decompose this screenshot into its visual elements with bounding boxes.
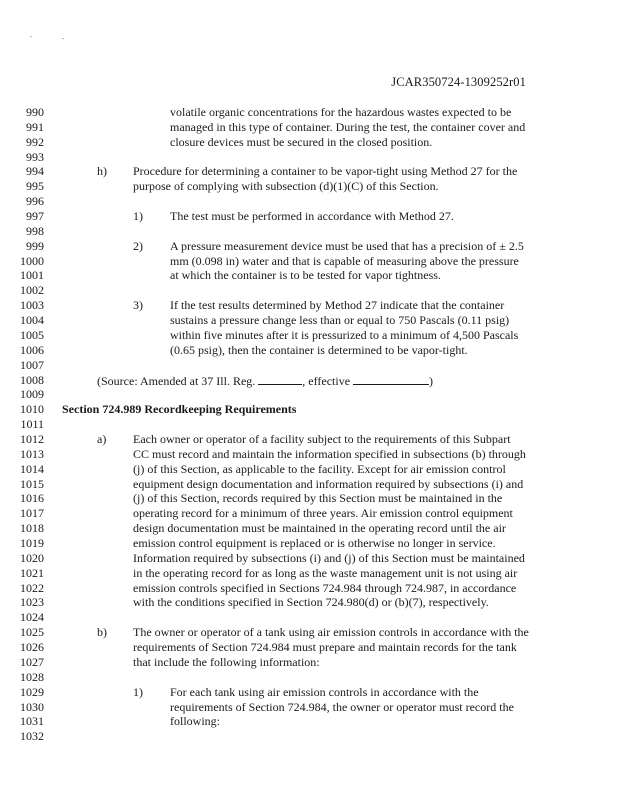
line-number: 998: [26, 224, 44, 238]
body-line: sustains a pressure change less than or equal to 750 Pascals (0.11 psig): [170, 313, 510, 327]
subsection-label: h): [97, 164, 107, 178]
line-number: 1001: [20, 268, 44, 282]
line-number: 992: [26, 135, 44, 149]
body-line: Procedure for determining a container to be vapor-tight using Method 27 for the: [133, 164, 518, 178]
line-number: 1015: [20, 477, 44, 491]
line-number: 1002: [20, 283, 44, 297]
line-number: 1007: [20, 358, 44, 372]
line-number: 1010: [20, 402, 44, 416]
line-number: 1032: [20, 729, 44, 743]
line-number: 1012: [20, 432, 44, 446]
body-line: design documentation must be maintained in the operating record until the air: [133, 521, 506, 535]
section-heading: Section 724.989 Recordkeeping Requirements: [62, 402, 297, 416]
item-label: 3): [133, 298, 143, 312]
line-number: 1003: [20, 298, 44, 312]
body-line: The owner or operator of a tank using air emission controls in accordance with the: [133, 625, 529, 639]
body-line: emission control equipment is replaced or is otherwise no longer in service.: [133, 536, 496, 550]
body-line: For each tank using air emission controls in accordance with the: [170, 685, 479, 699]
source-note: [97, 374, 433, 387]
line-number: 1011: [20, 417, 44, 431]
body-line: (0.65 psig), then the container is determined to be vapor-tight.: [170, 343, 468, 357]
line-number: 991: [26, 120, 44, 134]
body-line: with the conditions specified in Section 724.980(d) or (b)(7), respectively.: [133, 595, 489, 609]
line-number: 1005: [20, 328, 44, 342]
subsection-label: a): [97, 432, 107, 446]
source-suffix: ): [429, 374, 434, 388]
line-number: 1029: [20, 685, 44, 699]
body-line: (j) of this Section, records required by this Section must be maintained in the: [133, 491, 503, 505]
item-label: 1): [133, 685, 143, 699]
body-line: (j) of this Section, as applicable to the facility. Except for air emission control: [133, 462, 506, 476]
body-line: Each owner or operator of a facility subject to the requirements of this Subpart: [133, 432, 511, 446]
body-line: purpose of complying with subsection (d)(1)(C) of this Section.: [133, 179, 439, 193]
line-number: 995: [26, 179, 44, 193]
line-number: 997: [26, 209, 44, 223]
body-line: The test must be performed in accordance with Method 27.: [170, 209, 454, 223]
line-number: 1031: [20, 714, 44, 728]
item-label: 2): [133, 239, 143, 253]
line-number: 1017: [20, 506, 44, 520]
body-line: If the test results determined by Method 27 indicate that the container: [170, 298, 505, 312]
body-line: A pressure measurement device must be used that has a precision of ± 2.5: [170, 239, 524, 253]
line-number: 1020: [20, 551, 44, 565]
line-number: 999: [26, 239, 44, 253]
line-number: 1000: [20, 254, 44, 268]
scan-speck: [30, 36, 32, 37]
line-number: 1018: [20, 521, 44, 535]
line-number: 1030: [20, 700, 44, 714]
line-number: 1024: [20, 610, 44, 624]
body-line: that include the following information:: [133, 655, 320, 669]
line-number: 1013: [20, 447, 44, 461]
subsection-label: b): [97, 625, 107, 639]
line-number: 990: [26, 105, 44, 119]
line-number: 1019: [20, 536, 44, 550]
body-line: managed in this type of container. During the test, the container cover and: [170, 120, 526, 134]
source-prefix: (Source: Amended at 37 Ill. Reg.: [97, 374, 256, 388]
line-number: 994: [26, 164, 44, 178]
line-number: 1004: [20, 313, 44, 327]
body-line: in the operating record for as long as the waste management unit is not using air: [133, 566, 518, 580]
body-line: mm (0.098 in) water and that is capable of measuring above the pressure: [170, 254, 519, 268]
body-line: closure devices must be secured in the closed position.: [170, 135, 433, 149]
body-line: within five minutes after it is pressurized to a minimum of 4,500 Pascals: [170, 328, 519, 342]
line-number: 1021: [20, 566, 44, 580]
line-number: 1027: [20, 655, 44, 669]
body-line: operating record for a minimum of three years. Air emission control equipment: [133, 506, 513, 520]
body-line: volatile organic concentrations for the hazardous wastes expected to be: [170, 105, 512, 119]
line-number: 1008: [20, 373, 44, 387]
line-number: 1025: [20, 625, 44, 639]
line-number: 996: [26, 194, 44, 208]
line-number: 1009: [20, 387, 44, 401]
body-line: CC must record and maintain the information specified in subsections (b) through: [133, 447, 526, 461]
body-line: emission controls specified in Sections 724.984 through 724.987, in accordance: [133, 581, 517, 595]
line-number: 993: [26, 150, 44, 164]
scan-speck: [62, 38, 64, 39]
body-line: Information required by subsections (i) and (j) of this Section must be maintained: [133, 551, 525, 565]
document-id: JCAR350724-1309252r01: [391, 75, 526, 89]
line-number: 1028: [20, 670, 44, 684]
blank-volume-line: [258, 374, 302, 385]
blank-date-line: [353, 374, 429, 385]
line-number: 1014: [20, 462, 44, 476]
body-line: following:: [170, 714, 220, 728]
body-line: at which the container is to be tested for vapor tightness.: [170, 268, 441, 282]
line-number: 1023: [20, 595, 44, 609]
body-line: requirements of Section 724.984 must prepare and maintain records for the tank: [133, 640, 517, 654]
item-label: 1): [133, 209, 143, 223]
source-mid: , effective: [302, 374, 351, 388]
body-line: requirements of Section 724.984, the owner or operator must record the: [170, 700, 514, 714]
line-number: 1006: [20, 343, 44, 357]
line-number: 1016: [20, 491, 44, 505]
line-number: 1026: [20, 640, 44, 654]
line-number: 1022: [20, 581, 44, 595]
body-line: equipment design documentation and information required by subsections (i) and: [133, 477, 524, 491]
